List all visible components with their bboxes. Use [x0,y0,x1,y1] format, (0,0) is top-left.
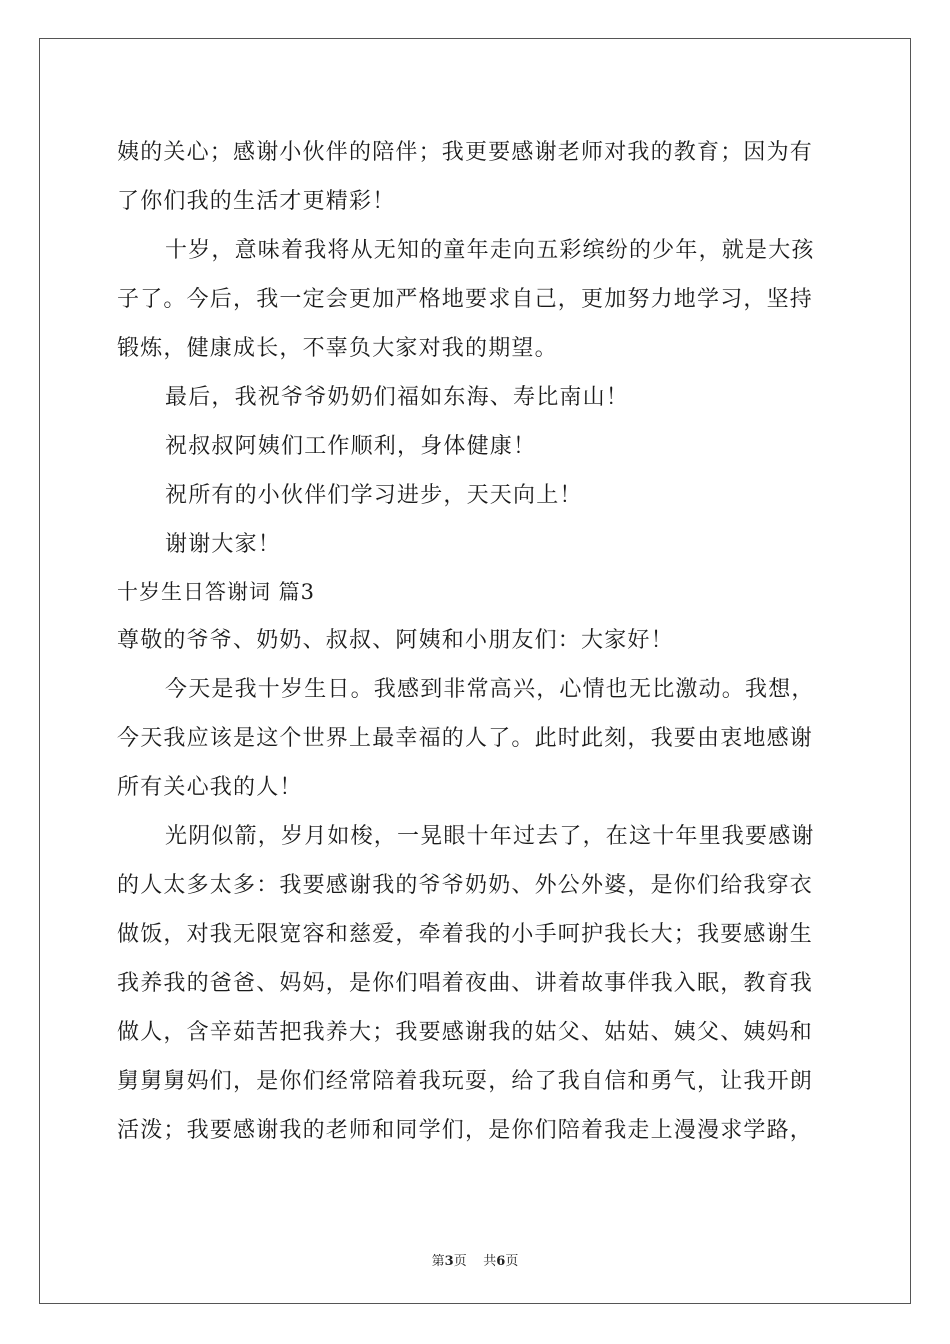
text-line: 祝所有的小伙伴们学习进步，天天向上！ [165,483,583,508]
page-current: 3 [444,1254,454,1269]
section-title: 十岁生日答谢词 篇3 [117,580,316,604]
text-line: 舅舅舅妈们，是你们经常陪着我玩耍，给了我自信和勇气，让我开朗 [117,1069,814,1094]
text-line: 子了。今后，我一定会更加严格地要求自己，更加努力地学习，坚持 [117,287,814,312]
text-line: 今天是我十岁生日。我感到非常高兴，心情也无比激动。我想， [165,677,815,702]
page-total: 6 [496,1254,506,1269]
document-body [117,128,837,1155]
text-line: 祝叔叔阿姨们工作顺利，身体健康！ [165,434,537,459]
text-line: 所有关心我的人！ [117,775,303,800]
total-prefix: 共 [483,1254,497,1269]
page-footer [0,1250,950,1269]
text-line: 姨的关心；感谢小伙伴的陪伴；我更要感谢老师对我的教育；因为有 [117,140,814,165]
text-line: 我养我的爸爸、妈妈，是你们唱着夜曲、讲着故事伴我入眠，教育我 [117,971,814,996]
text-line: 锻炼，健康成长，不辜负大家对我的期望。 [117,336,558,361]
page-suffix: 页 [453,1254,467,1269]
total-suffix: 页 [505,1254,519,1269]
text-line: 了你们我的生活才更精彩！ [117,189,396,214]
text-line: 谢谢大家！ [165,532,282,557]
greeting-line: 尊敬的爷爷、奶奶、叔叔、阿姨和小朋友们：大家好！ [117,628,674,653]
text-line: 活泼；我要感谢我的老师和同学们，是你们陪着我走上漫漫求学路， [117,1118,814,1143]
text-line: 做饭，对我无限宽容和慈爱，牵着我的小手呵护我长大；我要感谢生 [117,922,814,947]
page-prefix: 第 [431,1254,445,1269]
text-line: 光阴似箭，岁月如梭，一晃眼十年过去了，在这十年里我要感谢 [165,824,815,849]
text-line: 今天我应该是这个世界上最幸福的人了。此时此刻，我要由衷地感谢 [117,726,814,751]
text-line: 最后，我祝爷爷奶奶们福如东海、寿比南山！ [165,385,630,410]
text-line: 十岁，意味着我将从无知的童年走向五彩缤纷的少年，就是大孩 [165,238,815,263]
text-line: 的人太多太多：我要感谢我的爷爷奶奶、外公外婆，是你们给我穿衣 [117,873,814,898]
text-line: 做人，含辛茹苦把我养大；我要感谢我的姑父、姑姑、姨父、姨妈和 [117,1020,814,1045]
